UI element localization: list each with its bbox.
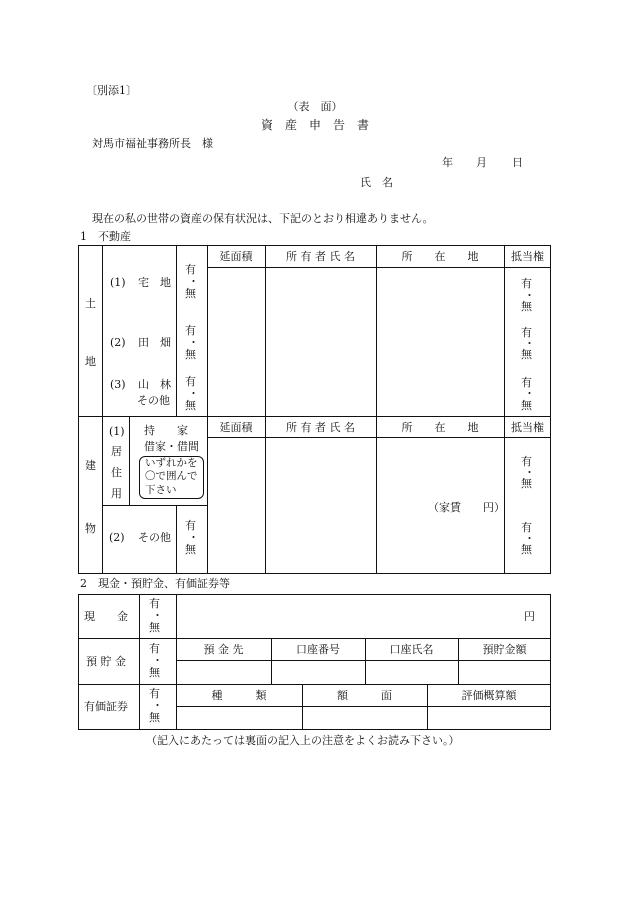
applicant-name-label: 氏 名 xyxy=(360,176,393,189)
header-mortgage: 抵当権 xyxy=(511,421,544,434)
building-other-label: その他 xyxy=(138,531,171,544)
land-label: 地 xyxy=(85,355,96,368)
header-deposit-amount: 預貯金額 xyxy=(482,643,527,656)
document-title: 資 産 申 告 書 xyxy=(260,118,369,132)
header-face-value: 額 面 xyxy=(337,689,392,702)
cash-yen-unit: 円 xyxy=(524,610,535,623)
header-owner-name: 所 有 者 氏 名 xyxy=(286,421,355,434)
land-item-other: その他 xyxy=(137,394,170,407)
circle-instruction: 下さい xyxy=(145,484,177,496)
footer-note: （記入にあたっては裏面の記入上の注意をよくお読み下さい。） xyxy=(146,734,460,747)
land-item-no: (2) xyxy=(110,336,126,349)
rent-amount-label: （家賃 円） xyxy=(428,501,505,514)
header-account-number: 口座番号 xyxy=(296,643,340,656)
residence-item-no: (1) xyxy=(109,425,125,438)
header-bank-name: 預 金 先 xyxy=(203,643,244,656)
section-real-estate-heading: 1 不動産 xyxy=(80,230,131,243)
building-label: 建 xyxy=(85,459,96,472)
header-account-holder: 口座氏名 xyxy=(389,643,434,656)
date-year-label: 年 xyxy=(442,156,453,169)
attachment-label: 〔別添1〕 xyxy=(86,84,137,97)
header-security-type: 種 類 xyxy=(211,689,267,702)
header-floor-area: 延面積 xyxy=(219,421,253,434)
land-item-farmland: 田 畑 xyxy=(138,336,171,349)
section-financial-heading: 2 現金・預貯金、有価証券等 xyxy=(80,577,230,590)
addressee: 対馬市福祉事務所長 様 xyxy=(92,137,213,150)
circle-instruction: いずれかを xyxy=(145,457,198,469)
building-other-no: (2) xyxy=(109,531,125,544)
land-item-no: (3) xyxy=(110,378,126,391)
land-item-residential: 宅 地 xyxy=(138,276,171,289)
cash-label: 現 金 xyxy=(84,610,128,623)
date-month-label: 月 xyxy=(476,156,487,169)
header-location: 所 在 地 xyxy=(401,250,479,263)
document-side: （表 面） xyxy=(287,100,343,113)
building-label: 物 xyxy=(85,522,96,535)
header-floor-area: 延面積 xyxy=(219,250,253,263)
header-owner-name: 所 有 者 氏 名 xyxy=(286,250,355,263)
circle-instruction: 〇で囲んで xyxy=(145,470,198,482)
header-mortgage: 抵当権 xyxy=(511,250,544,263)
land-label: 土 xyxy=(85,297,96,310)
rental-option: 借家・借間 xyxy=(144,440,199,453)
header-estimated-value: 評価概算額 xyxy=(461,689,517,702)
land-item-no: (1) xyxy=(110,276,126,289)
header-location: 所 在 地 xyxy=(401,421,479,434)
securities-label: 有価証券 xyxy=(84,700,128,713)
deposit-label: 預 貯 金 xyxy=(86,655,126,668)
date-day-label: 日 xyxy=(512,156,523,169)
intro-statement: 現在の私の世帯の資産の保有状況は、下記のとおり相違ありません。 xyxy=(92,212,434,225)
land-item-forest: 山 林 xyxy=(138,378,171,391)
own-house-option: 持 家 xyxy=(144,424,188,437)
